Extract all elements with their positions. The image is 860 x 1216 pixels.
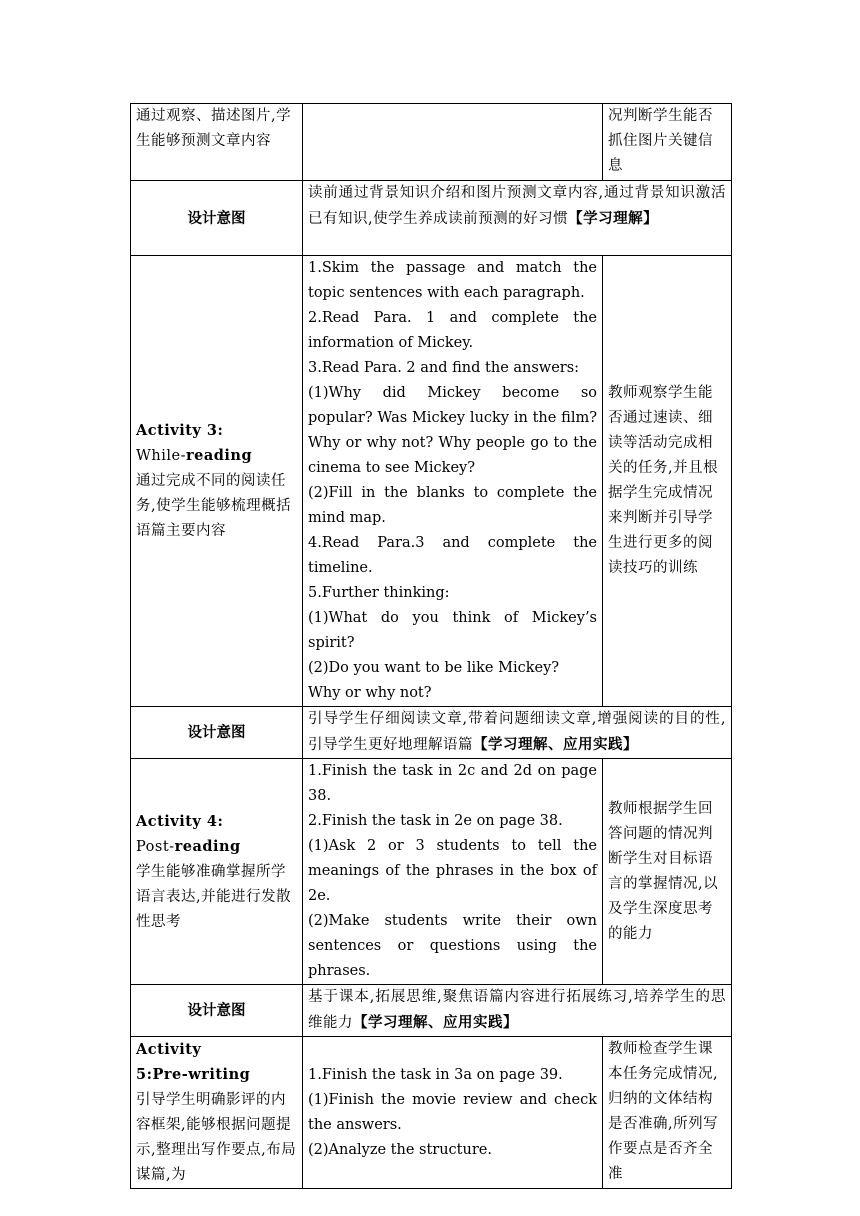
step-item: 2.Finish the task in 2e on page 38. — [308, 813, 563, 829]
activity-goal-cell — [131, 1037, 303, 1189]
intent-tag: 【学习理解、应用实践】 — [353, 1014, 518, 1031]
activity-steps-cell — [303, 759, 603, 985]
step-item: (1)Ask 2 or 3 students to tell the meanings of the phrases in the box of 2e. — [308, 838, 597, 904]
step-item: 5.Further thinking: — [308, 585, 450, 601]
intent-text: 引导学生仔细阅读文章,带着问题细读文章,增强阅读的目的性,引导学生更好地理解语篇 — [308, 711, 726, 753]
activity-goal: 通过观察、描述图片,学生能够预测文章内容 — [136, 108, 292, 149]
step-item: 1.Finish the task in 2c and 2d on page 38. — [308, 763, 597, 804]
activity-steps-cell — [303, 256, 603, 707]
table-row — [131, 759, 732, 985]
step-item: (2)Fill in the blanks to complete the mind map. — [308, 485, 597, 526]
activity-stage: Post-reading — [136, 837, 241, 855]
table-row — [131, 707, 732, 759]
intent-tag: 【学习理解、应用实践】 — [473, 736, 638, 753]
activity-stage: 5:Pre-writing — [136, 1066, 251, 1083]
activity-goal-cell — [131, 759, 303, 985]
lesson-plan-table — [130, 103, 732, 1189]
intent-tag: 【学习理解】 — [568, 210, 659, 227]
intent-cell — [303, 985, 732, 1037]
evaluation-text: 教师观察学生能否通过速读、细读等活动完成相关的任务,并且根据学生完成情况来判断并引导学生进行更多的阅读技巧的训练 — [608, 385, 719, 576]
step-item: 1.Skim the passage and match the topic sentences with each paragraph. — [308, 260, 597, 301]
activity-steps-cell — [303, 104, 603, 181]
intent-text: 读前通过背景知识介绍和图片预测文章内容,通过背景知识激活已有知识,使学生养成读前预测的好习惯 — [308, 185, 726, 227]
table-row — [131, 1037, 732, 1189]
table-row — [131, 181, 732, 256]
intent-text: 基于课本,拓展思维,聚焦语篇内容进行拓展练习,培养学生的思维能力 — [308, 989, 726, 1031]
step-item: 2.Read Para. 1 and complete the information of Mickey. — [308, 310, 597, 351]
step-item: (1)What do you think of Mickey’s spirit? — [308, 610, 597, 651]
activity-goal-cell — [131, 104, 303, 181]
step-item: (2)Make students write their own sentences or questions using the phrases. — [308, 913, 597, 979]
activity-stage: While-reading — [136, 447, 253, 464]
step-item: 1.Finish the task in 3a on page 39. — [308, 1066, 563, 1083]
intent-label: 设计意图 — [131, 985, 303, 1037]
step-item: (2)Do you want to be like Mickey? — [308, 660, 560, 676]
activity-goal: 通过完成不同的阅读任务,使学生能够梳理概括语篇主要内容 — [136, 473, 292, 539]
table-row — [131, 256, 732, 707]
step-item: (1)Finish the movie review and check the answers. — [308, 1091, 597, 1133]
evaluation-text: 况判断学生能否抓住图片关键信息 — [608, 108, 713, 174]
evaluation-cell — [603, 759, 732, 985]
step-item: 3.Read Para. 2 and find the answers: — [308, 360, 580, 376]
activity-title: Activity 3: — [136, 422, 224, 439]
intent-label: 设计意图 — [131, 181, 303, 256]
evaluation-cell — [603, 104, 732, 181]
activity-title: Activity 4: — [136, 812, 224, 830]
activity-steps-cell — [303, 1037, 603, 1189]
step-item: 4.Read Para.3 and complete the timeline. — [308, 535, 597, 576]
step-item: (2)Analyze the structure. — [308, 1141, 492, 1158]
evaluation-cell — [603, 256, 732, 707]
table-row — [131, 104, 732, 181]
step-item: Why or why not? — [308, 685, 432, 701]
evaluation-cell — [603, 1037, 732, 1189]
activity-goal: 引导学生明确影评的内容框架,能够根据问题提示,整理出写作要点,布局谋篇,为 — [136, 1092, 297, 1183]
intent-label: 设计意图 — [131, 707, 303, 759]
step-item: (1)Why did Mickey become so popular? Was Mickey lucky in the film?Why or why not? Why people go to the cinema to see Mickey? — [308, 385, 597, 476]
activity-goal: 学生能够准确掌握所学语言表达,并能进行发散性思考 — [136, 863, 292, 930]
table-row — [131, 985, 732, 1037]
evaluation-text: 教师根据学生回答问题的情况判断学生对目标语言的掌握情况,以及学生深度思考的能力 — [608, 800, 719, 942]
intent-cell — [303, 181, 732, 256]
evaluation-text: 教师检查学生课本任务完成情况,归纳的文体结构是否准确,所列写作要点是否齐全准 — [608, 1041, 719, 1182]
intent-cell — [303, 707, 732, 759]
activity-goal-cell — [131, 256, 303, 707]
activity-title: Activity — [136, 1041, 202, 1058]
